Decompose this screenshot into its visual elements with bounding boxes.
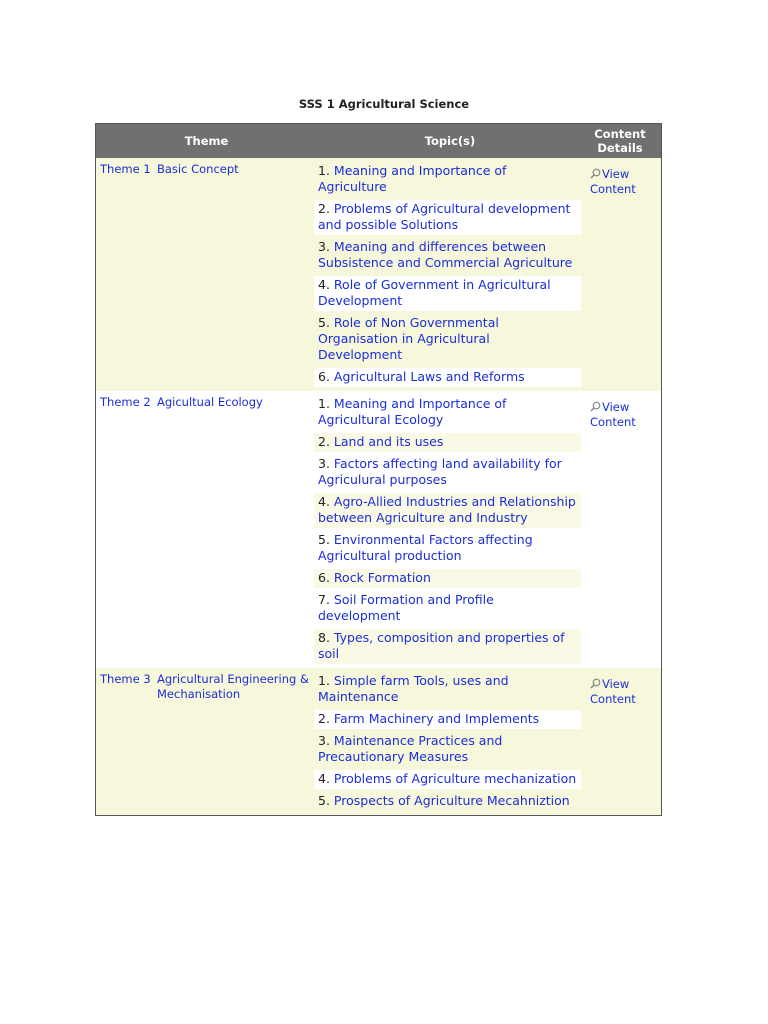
theme-label: Theme 1 (100, 162, 151, 176)
topic-item (314, 629, 581, 664)
magnifier-icon (590, 168, 601, 179)
theme-row-1 (96, 158, 661, 391)
topic-number: 3. (318, 456, 330, 471)
topic-item (314, 531, 581, 566)
topic-number: 3. (318, 239, 330, 254)
topic-link[interactable]: Factors affecting land availability for Agriculural purposes (318, 456, 562, 487)
topic-link[interactable]: Agro-Allied Industries and Relationship between Agriculture and Industry (318, 494, 576, 525)
topic-link[interactable]: Role of Non Governmental Organisation in Agricultural Development (318, 315, 499, 362)
topic-item (314, 395, 581, 430)
content-label: Content (590, 182, 636, 196)
topic-number: 5. (318, 793, 330, 808)
topic-list (314, 672, 581, 811)
theme-row-2 (96, 391, 661, 668)
topic-number: 6. (318, 570, 330, 585)
topic-number: 3. (318, 733, 330, 748)
view-content-link[interactable] (581, 162, 659, 197)
topic-number: 4. (318, 771, 330, 786)
topic-link[interactable]: Types, composition and properties of soil (318, 630, 565, 661)
view-label: View (602, 167, 630, 181)
content-details-header-line1: Content (594, 127, 646, 141)
topic-item (314, 433, 581, 452)
topic-item (314, 493, 581, 528)
topic-list (314, 395, 581, 664)
topic-item (314, 710, 581, 729)
view-content-link[interactable] (581, 395, 659, 430)
theme-label: Theme 3 (100, 672, 151, 686)
content-label: Content (590, 692, 636, 706)
topic-link[interactable]: Meaning and Importance of Agriculture (318, 163, 507, 194)
theme-name-link[interactable]: Agricultural Engineering & Mechanisation (157, 672, 309, 701)
topic-number: 1. (318, 673, 330, 688)
topic-number: 1. (318, 396, 330, 411)
topic-number: 4. (318, 277, 330, 292)
topic-item (314, 792, 581, 811)
topic-item (314, 591, 581, 626)
topic-item (314, 162, 581, 197)
topic-link[interactable]: Agricultural Laws and Reforms (333, 369, 525, 384)
content-details-header-line2: Details (597, 141, 643, 155)
topic-item (314, 238, 581, 273)
topic-link[interactable]: Farm Machinery and Implements (333, 711, 540, 726)
magnifier-icon (590, 678, 601, 689)
topic-link[interactable]: Maintenance Practices and Precautionary Measures (318, 733, 503, 764)
topic-item (314, 732, 581, 767)
topic-link[interactable]: Meaning and Importance of Agricultural Ecology (318, 396, 507, 427)
document-title: SSS 1 Agricultural Science (298, 97, 470, 111)
topic-link[interactable]: Prospects of Agriculture Mecahniztion (333, 793, 570, 808)
topic-link[interactable]: Problems of Agriculture mechanization (333, 771, 577, 786)
topic-number: 7. (318, 592, 330, 607)
view-content-link[interactable] (581, 672, 659, 707)
topic-item (314, 276, 581, 311)
topics-column-header: Topic(s) (424, 134, 476, 148)
view-label: View (602, 400, 630, 414)
topic-link[interactable]: Rock Formation (333, 570, 431, 585)
topic-link[interactable]: Soil Formation and Profile development (318, 592, 494, 623)
topic-item (314, 569, 581, 588)
table-header-row (96, 124, 661, 158)
topic-item (314, 770, 581, 789)
theme-name-link[interactable]: Agicultual Ecology (157, 395, 263, 409)
topic-number: 5. (318, 315, 330, 330)
theme-name-link[interactable]: Basic Concept (157, 162, 239, 176)
view-label: View (602, 677, 630, 691)
topic-number: 2. (318, 711, 330, 726)
topic-number: 2. (318, 434, 330, 449)
topic-number: 8. (318, 630, 330, 645)
theme-row-3 (96, 668, 661, 815)
topic-link[interactable]: Role of Government in Agricultural Development (318, 277, 551, 308)
magnifier-icon (590, 401, 601, 412)
topic-number: 1. (318, 163, 330, 178)
topic-number: 4. (318, 494, 330, 509)
topic-number: 2. (318, 201, 330, 216)
topic-link[interactable]: Meaning and differences between Subsistence and Commercial Agriculture (318, 239, 573, 270)
topic-number: 6. (318, 369, 330, 384)
topic-number: 5. (318, 532, 330, 547)
theme-column-header: Theme (184, 134, 229, 148)
topic-item (314, 200, 581, 235)
content-details-column-header (583, 124, 661, 158)
content-label: Content (590, 415, 636, 429)
theme-label: Theme 2 (100, 395, 151, 409)
topic-link[interactable]: Simple farm Tools, uses and Maintenance (318, 673, 509, 704)
topic-link[interactable]: Land and its uses (333, 434, 444, 449)
curriculum-table (95, 123, 662, 816)
topic-item (314, 672, 581, 707)
topic-list (314, 162, 581, 387)
topic-item (314, 368, 581, 387)
topic-link[interactable]: Environmental Factors affecting Agricultural production (318, 532, 533, 563)
topic-link[interactable]: Problems of Agricultural development and possible Solutions (318, 201, 571, 232)
topic-item (314, 314, 581, 365)
topic-item (314, 455, 581, 490)
